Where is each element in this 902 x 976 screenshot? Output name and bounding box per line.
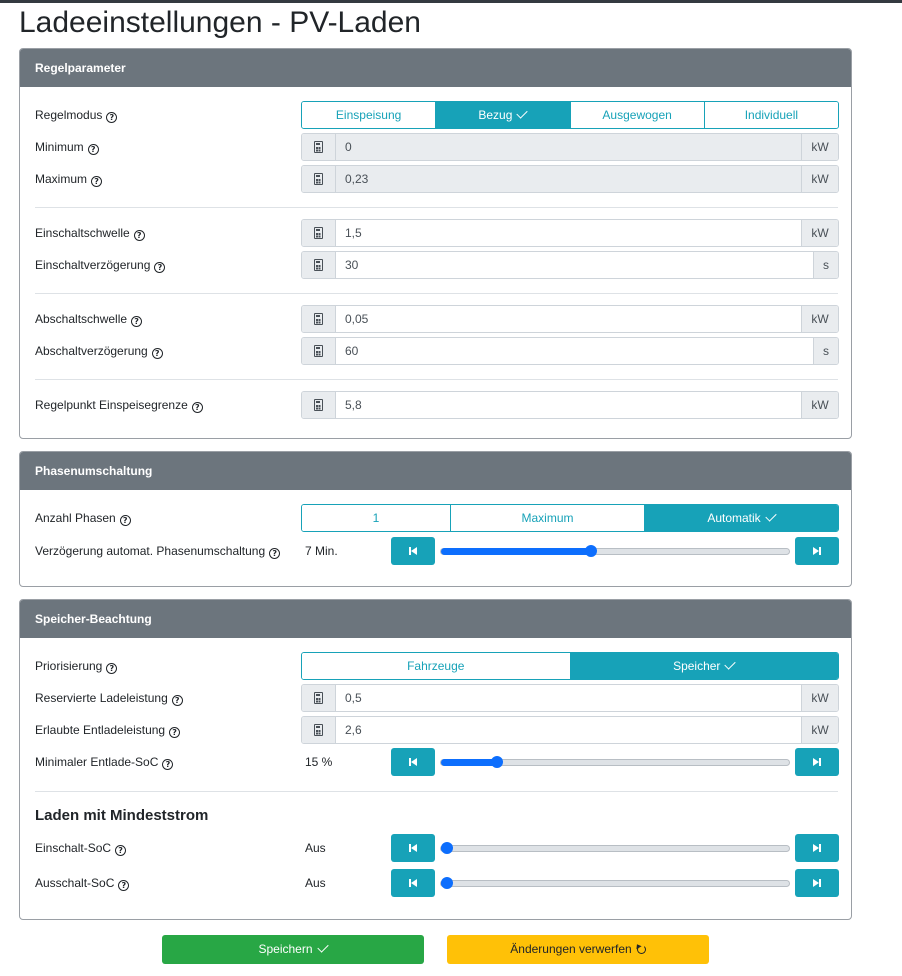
page-title: Ladeeinstellungen - PV-Laden bbox=[19, 6, 421, 39]
card-header: Phasenumschaltung bbox=[20, 452, 851, 490]
increment-button[interactable] bbox=[795, 748, 839, 776]
save-button[interactable] bbox=[162, 935, 424, 964]
decrement-button[interactable] bbox=[391, 748, 435, 776]
minimum-label: Minimum bbox=[35, 140, 84, 154]
erlaubte-label: Erlaubte Entladeleistung bbox=[35, 723, 166, 737]
einschaltverzoegerung-input-group bbox=[301, 251, 839, 279]
skip-back-icon bbox=[411, 844, 417, 852]
skip-back-icon bbox=[411, 547, 417, 555]
regelmodus-row bbox=[20, 101, 851, 129]
calculator-icon[interactable] bbox=[302, 252, 336, 278]
priorisierung-label: Priorisierung bbox=[35, 659, 103, 673]
calculator-icon[interactable] bbox=[302, 717, 336, 743]
min-soc-row bbox=[20, 748, 851, 776]
check-icon bbox=[317, 941, 328, 952]
regelmodus-option-einspeisung[interactable]: Einspeisung bbox=[302, 102, 435, 128]
einschalt-soc-value: Aus bbox=[305, 841, 326, 855]
phasen-option-1[interactable]: 1 bbox=[302, 505, 450, 531]
increment-button[interactable] bbox=[795, 869, 839, 897]
verzoegerung-label: Verzögerung automat. Phasenumschaltung bbox=[35, 544, 266, 558]
erlaubte-input-group bbox=[301, 716, 839, 744]
reservierte-field[interactable]: 0,5 bbox=[336, 685, 801, 711]
abschaltschwelle-field[interactable]: 0,05 bbox=[336, 306, 801, 332]
slider-fill bbox=[441, 548, 591, 555]
regelpunkt-field[interactable]: 5,8 bbox=[336, 392, 801, 418]
phasen-option-automatik[interactable] bbox=[644, 505, 838, 531]
priorisierung-row bbox=[20, 652, 851, 680]
skip-back-icon bbox=[411, 879, 417, 887]
priorisierung-button-group bbox=[301, 652, 839, 680]
abschaltschwelle-input-group bbox=[301, 305, 839, 333]
regelmodus-option-individuell[interactable]: Individuell bbox=[704, 102, 838, 128]
calculator-icon[interactable] bbox=[302, 306, 336, 332]
einschaltschwelle-field[interactable]: 1,5 bbox=[336, 220, 801, 246]
einschaltverzoegerung-row bbox=[20, 251, 851, 279]
reservierte-input-group bbox=[301, 684, 839, 712]
card-header: Speicher-Beachtung bbox=[20, 600, 851, 638]
help-icon[interactable]: ? bbox=[192, 402, 203, 413]
help-icon[interactable]: ? bbox=[172, 695, 183, 706]
calculator-icon bbox=[302, 134, 336, 160]
discard-label: Änderungen verwerfen bbox=[510, 942, 632, 956]
save-label: Speichern bbox=[258, 942, 313, 956]
regelpunkt-input-group bbox=[301, 391, 839, 419]
regelmodus-label: Regelmodus bbox=[35, 108, 103, 122]
anzahl-phasen-button-group bbox=[301, 504, 839, 532]
increment-button[interactable] bbox=[795, 537, 839, 565]
slider-thumb[interactable] bbox=[585, 545, 597, 557]
anzahl-phasen-label: Anzahl Phasen bbox=[35, 511, 116, 525]
phasenumschaltung-card bbox=[19, 451, 852, 587]
calculator-icon[interactable] bbox=[302, 220, 336, 246]
regelparameter-card bbox=[19, 48, 852, 439]
unit-label: kW bbox=[801, 220, 838, 246]
mindeststrom-heading: Laden mit Mindeststrom bbox=[35, 807, 209, 824]
priorisierung-option-speicher[interactable] bbox=[570, 653, 839, 679]
ausschalt-soc-slider[interactable] bbox=[440, 880, 790, 887]
maximum-row bbox=[20, 165, 851, 193]
divider bbox=[35, 379, 838, 380]
slider-thumb[interactable] bbox=[441, 842, 453, 854]
slider-thumb[interactable] bbox=[441, 877, 453, 889]
minimum-row bbox=[20, 133, 851, 161]
slider-fill bbox=[441, 759, 497, 766]
verzoegerung-row bbox=[20, 537, 851, 565]
regelmodus-option-label: Bezug bbox=[478, 108, 513, 122]
einschaltverzoegerung-label: Einschaltverzögerung bbox=[35, 258, 151, 272]
unit-label: s bbox=[813, 252, 838, 278]
calculator-icon[interactable] bbox=[302, 338, 336, 364]
einschalt-soc-label: Einschalt-SoC bbox=[35, 841, 112, 855]
priorisierung-option-label: Speicher bbox=[673, 659, 721, 673]
decrement-button[interactable] bbox=[391, 834, 435, 862]
regelmodus-option-bezug[interactable] bbox=[435, 102, 569, 128]
reservierte-row bbox=[20, 684, 851, 712]
regelmodus-option-ausgewogen[interactable]: Ausgewogen bbox=[570, 102, 704, 128]
help-icon[interactable]: ? bbox=[131, 316, 142, 327]
maximum-label: Maximum bbox=[35, 172, 88, 186]
card-header: Regelparameter bbox=[20, 49, 851, 87]
help-icon[interactable]: ? bbox=[134, 230, 145, 241]
help-icon[interactable]: ? bbox=[88, 144, 99, 155]
undo-icon bbox=[637, 945, 646, 954]
minimum-field: 0 bbox=[336, 134, 801, 160]
anzahl-phasen-row bbox=[20, 504, 851, 532]
unit-label: kW bbox=[801, 166, 838, 192]
ausschalt-soc-label: Ausschalt-SoC bbox=[35, 876, 115, 890]
unit-label: kW bbox=[801, 392, 838, 418]
einschaltschwelle-input-group bbox=[301, 219, 839, 247]
speicher-card bbox=[19, 599, 852, 920]
decrement-button[interactable] bbox=[391, 537, 435, 565]
einschaltverzoegerung-field[interactable]: 30 bbox=[336, 252, 813, 278]
help-icon[interactable]: ? bbox=[152, 348, 163, 359]
min-soc-label: Minimaler Entlade-SoC bbox=[35, 755, 159, 769]
erlaubte-field[interactable]: 2,6 bbox=[336, 717, 801, 743]
erlaubte-row bbox=[20, 716, 851, 744]
unit-label: kW bbox=[801, 717, 838, 743]
einschalt-soc-slider[interactable] bbox=[440, 845, 790, 852]
increment-button[interactable] bbox=[795, 834, 839, 862]
calculator-icon[interactable] bbox=[302, 685, 336, 711]
abschaltverzoegerung-field[interactable]: 60 bbox=[336, 338, 813, 364]
reservierte-label: Reservierte Ladeleistung bbox=[35, 691, 168, 705]
phasen-option-label: Automatik bbox=[707, 511, 761, 525]
abschaltschwelle-row bbox=[20, 305, 851, 333]
priorisierung-option-fahrzeuge[interactable]: Fahrzeuge bbox=[302, 653, 570, 679]
einschaltschwelle-row bbox=[20, 219, 851, 247]
decrement-button[interactable] bbox=[391, 869, 435, 897]
unit-label: kW bbox=[801, 134, 838, 160]
regelmodus-button-group bbox=[301, 101, 839, 129]
verzoegerung-value: 7 Min. bbox=[305, 544, 338, 558]
unit-label: s bbox=[813, 338, 838, 364]
abschaltverzoegerung-row bbox=[20, 337, 851, 365]
check-icon bbox=[765, 510, 776, 521]
skip-back-icon bbox=[411, 758, 417, 766]
check-icon bbox=[517, 107, 528, 118]
min-soc-slider[interactable] bbox=[440, 759, 790, 766]
help-icon[interactable]: ? bbox=[115, 845, 126, 856]
divider bbox=[35, 207, 838, 208]
calculator-icon[interactable] bbox=[302, 392, 336, 418]
einschaltschwelle-label: Einschaltschwelle bbox=[35, 226, 130, 240]
divider bbox=[35, 293, 838, 294]
abschaltverzoegerung-label: Abschaltverzögerung bbox=[35, 344, 148, 358]
help-icon[interactable]: ? bbox=[162, 759, 173, 770]
help-icon[interactable]: ? bbox=[106, 112, 117, 123]
ausschalt-soc-row bbox=[20, 869, 851, 897]
unit-label: kW bbox=[801, 306, 838, 332]
slider-thumb[interactable] bbox=[491, 756, 503, 768]
verzoegerung-slider[interactable] bbox=[440, 548, 790, 555]
help-icon[interactable]: ? bbox=[106, 663, 117, 674]
unit-label: kW bbox=[801, 685, 838, 711]
discard-button[interactable] bbox=[447, 935, 709, 964]
ausschalt-soc-value: Aus bbox=[305, 876, 326, 890]
regelpunkt-label: Regelpunkt Einspeisegrenze bbox=[35, 398, 188, 412]
regelpunkt-row bbox=[20, 391, 851, 419]
minimum-input-group bbox=[301, 133, 839, 161]
maximum-input-group bbox=[301, 165, 839, 193]
calculator-icon bbox=[302, 166, 336, 192]
help-icon[interactable]: ? bbox=[91, 176, 102, 187]
abschaltverzoegerung-input-group bbox=[301, 337, 839, 365]
help-icon[interactable]: ? bbox=[154, 262, 165, 273]
top-bar bbox=[0, 0, 902, 3]
help-icon[interactable]: ? bbox=[120, 515, 131, 526]
einschalt-soc-row bbox=[20, 834, 851, 862]
check-icon bbox=[725, 658, 736, 669]
help-icon[interactable]: ? bbox=[169, 727, 180, 738]
help-icon[interactable]: ? bbox=[269, 548, 280, 559]
help-icon[interactable]: ? bbox=[118, 880, 129, 891]
maximum-field: 0,23 bbox=[336, 166, 801, 192]
divider bbox=[35, 791, 838, 792]
min-soc-value: 15 % bbox=[305, 755, 333, 769]
phasen-option-maximum[interactable]: Maximum bbox=[450, 505, 644, 531]
abschaltschwelle-label: Abschaltschwelle bbox=[35, 312, 128, 326]
